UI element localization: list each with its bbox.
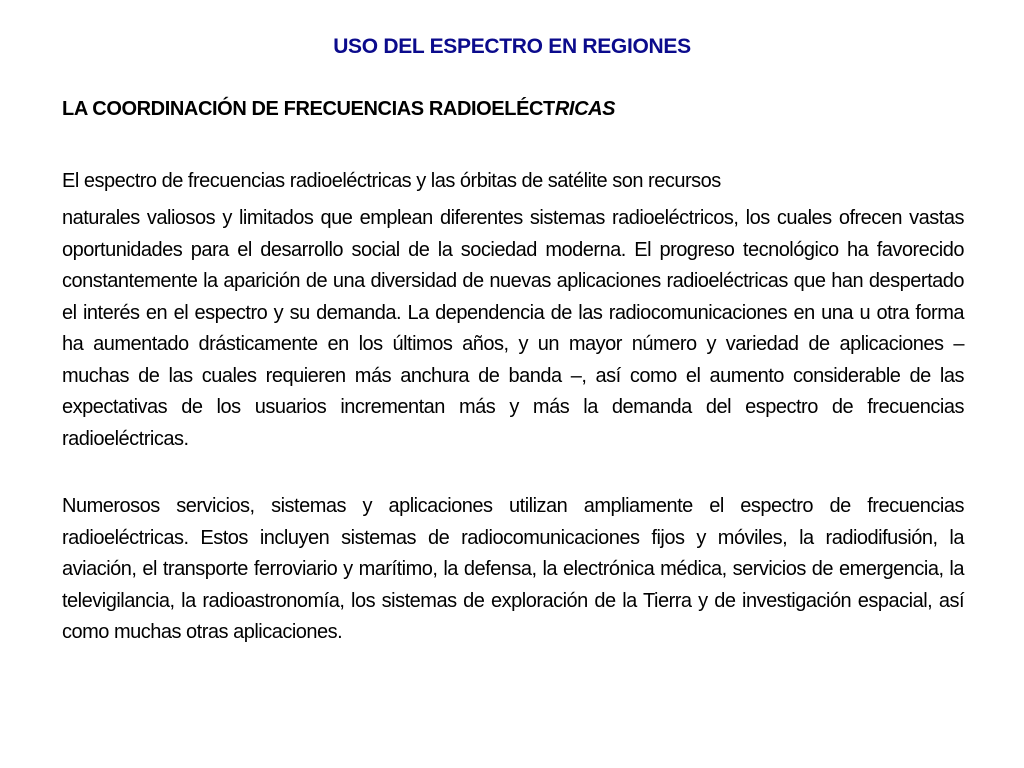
section-heading-italic: RICAS — [554, 98, 616, 120]
paragraph-2: Numerosos servicios, sistemas y aplicaciones utilizan ampliamente el espectro de frecuencias radioeléctricas. Estos incluyen sistemas de radiocomunicaciones fijos y móviles, la radiodifusión, la aviación, el transporte ferroviario y marítimo, la defensa, la electrónica médica, servicios de emergencia, la televigilancia, la radioastronomía, los sistemas de exploración de la Tierra y de investigación espacial, así como muchas otras aplicaciones. — [62, 495, 964, 643]
section-heading-main: LA COORDINACIÓN DE FRECUENCIAS RADIOELÉCT — [62, 98, 555, 120]
intro-line: El espectro de frecuencias radioeléctricas y las órbitas de satélite son recursos — [62, 170, 721, 192]
paragraph-1: naturales valiosos y limitados que emplean diferentes sistemas radioeléctricos, los cuales ofrecen vastas oportunidades para el desarrollo social de la sociedad moderna. El progreso tecnológico ha favorecido constantemente la aparición de una diversidad de nuevas aplicaciones radioeléctricas que han despertado el interés en el espectro y su demanda. La dependencia de las radiocomunicaciones en una u otra forma ha aumentado drásticamente en los últimos años, y un mayor número y variedad de aplicaciones – muchas de las cuales requieren más anchura de banda –, así como el aumento considerable de las expectativas de los usuarios incrementan más y más la demanda del espectro de frecuencias radioeléctricas. — [62, 207, 964, 450]
slide-title: USO DEL ESPECTRO EN REGIONES — [333, 35, 691, 58]
section-heading — [62, 94, 615, 124]
